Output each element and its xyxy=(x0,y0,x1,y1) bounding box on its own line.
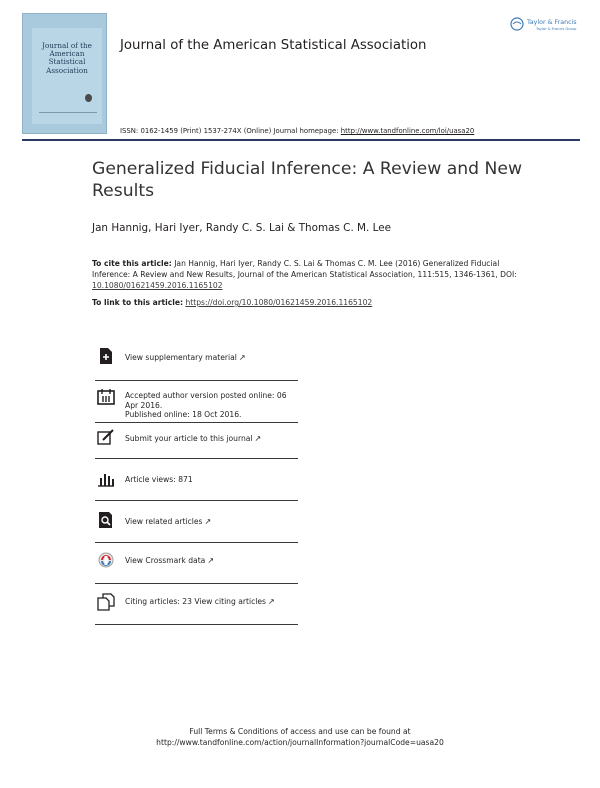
external-link-icon: ↗ xyxy=(204,517,212,526)
action-label: Submit your article to this journal ↗ xyxy=(125,434,262,443)
issn-line xyxy=(120,127,474,135)
article-title: Generalized Fiducial Inference: A Review and New Results xyxy=(92,159,523,201)
external-link-icon: ↗ xyxy=(238,353,246,362)
publisher-sub: Taylor & Francis Group xyxy=(536,27,577,31)
action-label: Article views: 871 xyxy=(125,475,193,484)
action-label: View Crossmark data ↗ xyxy=(125,556,215,565)
footer-terms-link[interactable]: http://www.tandfonline.com/action/journalInformation?journalCode=uasa20 xyxy=(156,737,444,747)
action-label: View supplementary material ↗ xyxy=(125,353,246,362)
publisher-logo[interactable] xyxy=(510,15,590,37)
cover-seal-icon xyxy=(85,94,92,102)
search-document-icon xyxy=(97,511,115,529)
divider xyxy=(95,583,298,584)
crossmark-icon xyxy=(97,552,115,570)
journal-name: Journal of the American Statistical Association xyxy=(120,38,427,53)
article-link[interactable]: https://doi.org/10.1080/01621459.2016.1165102 xyxy=(185,298,373,307)
footer-terms: Full Terms & Conditions of access and use can be found at xyxy=(189,727,411,736)
cover-rule xyxy=(39,112,97,113)
divider xyxy=(95,500,298,501)
link-label: To link to this article: xyxy=(92,298,184,307)
divider xyxy=(95,422,298,423)
header-rule xyxy=(22,139,580,141)
link-line xyxy=(92,298,372,307)
action-label: Accepted author version posted online: 06 Apr 2016. Published online: 18 Oct 2016. xyxy=(125,391,287,419)
edit-icon xyxy=(97,428,115,446)
action-label: View related articles ↗ xyxy=(125,517,212,526)
doi-link[interactable]: 10.1080/01621459.2016.1165102 xyxy=(92,281,223,290)
publisher-logo-icon xyxy=(510,17,524,31)
action-label: Citing articles: 23 View citing articles ↗ xyxy=(125,597,275,606)
article-authors: Jan Hannig, Hari Iyer, Randy C. S. Lai & Thomas C. M. Lee xyxy=(92,222,392,234)
citing-articles-icon xyxy=(97,593,115,611)
journal-cover-image xyxy=(22,13,107,134)
divider xyxy=(95,380,298,381)
external-link-icon: ↗ xyxy=(207,556,215,565)
bar-chart-icon xyxy=(97,470,115,488)
issn-text: ISSN: 0162-1459 (Print) 1537-274X (Online) Journal homepage: xyxy=(120,127,339,135)
divider xyxy=(95,624,298,625)
supplementary-icon xyxy=(97,347,115,365)
divider xyxy=(95,458,298,459)
external-link-icon: ↗ xyxy=(254,434,262,443)
cover-title: Journal of the American Statistical Association xyxy=(42,41,92,75)
cite-text: Jan Hannig, Hari Iyer, Randy C. S. Lai & Thomas C. M. Lee (2016) Generalized Fiducial Inference: A Review and New Results, Journal of the American Statistical Association, 111:515, 1346-1361, DOI: xyxy=(92,259,517,279)
divider xyxy=(95,542,298,543)
publisher-brand: Taylor & Francis xyxy=(527,19,577,26)
footer xyxy=(0,727,600,748)
external-link-icon: ↗ xyxy=(268,597,275,606)
citation-block xyxy=(92,258,532,291)
cite-label: To cite this article: xyxy=(92,259,172,268)
calendar-icon xyxy=(97,388,115,406)
journal-homepage-link[interactable]: http://www.tandfonline.com/loi/uasa20 xyxy=(340,127,475,135)
